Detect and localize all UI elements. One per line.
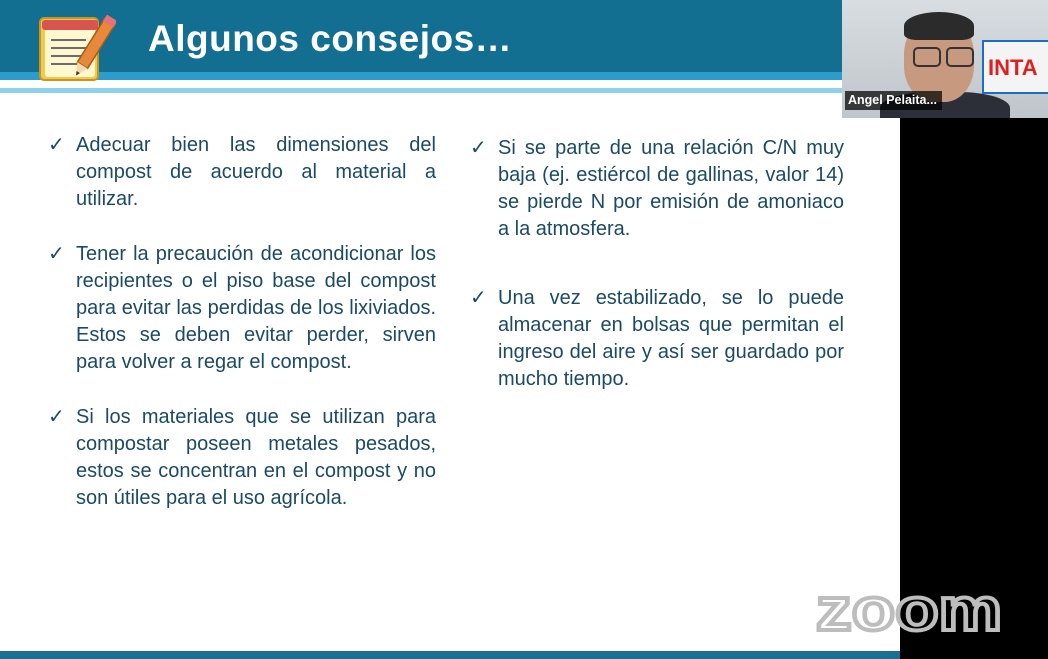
tip-text: Tener la precaución de acondicionar los recipientes o el piso base del compost para evitar las perdidas de los lixiviados. Estos se deben evitar perder, sirven para volver a regar el compost. xyxy=(76,243,436,373)
zoom-logo-text: zoom xyxy=(816,584,1002,636)
check-icon: ✓ xyxy=(470,287,487,309)
header-accent-band xyxy=(0,72,900,80)
notepad-pencil-icon xyxy=(36,10,116,86)
header-divider xyxy=(0,88,900,93)
participant-name: Angel Pelaita... xyxy=(845,91,942,110)
check-icon: ✓ xyxy=(48,134,65,156)
participant-hair xyxy=(904,12,974,40)
participant-video-tile[interactable] xyxy=(842,0,1048,118)
tip-text: Si los materiales que se utilizan para compostar poseen metales pesados, estos se concentran en el compost y no son útiles para el uso agrícola. xyxy=(76,406,436,509)
tip-text: Una vez estabilizado, se lo puede almacenar en bolsas que permitan el ingreso del aire y así ser guardado por mucho tiempo. xyxy=(498,287,844,390)
tip-text: Adecuar bien las dimensiones del compost de acuerdo al material a utilizar. xyxy=(76,134,436,210)
check-icon: ✓ xyxy=(470,137,487,159)
glasses-icon xyxy=(946,47,974,67)
check-icon: ✓ xyxy=(48,406,65,428)
left-tips-column xyxy=(48,132,436,512)
check-icon: ✓ xyxy=(48,243,65,265)
zoom-logo xyxy=(816,584,1006,636)
banner-text: INTA xyxy=(988,55,1038,80)
right-tips-column xyxy=(470,135,844,393)
tip-item xyxy=(470,135,844,243)
slide-footer-band xyxy=(0,651,900,659)
tip-item xyxy=(48,404,436,512)
slide-title: Algunos consejos… xyxy=(148,18,513,59)
tip-item xyxy=(470,285,844,393)
tip-item xyxy=(48,132,436,213)
glasses-icon xyxy=(913,47,941,67)
tip-item xyxy=(48,241,436,376)
tip-text: Si se parte de una relación C/N muy baja (ej. estiércol de gallinas, valor 14) se pierde N por emisión de amoniaco a la atmosfera. xyxy=(498,137,844,240)
